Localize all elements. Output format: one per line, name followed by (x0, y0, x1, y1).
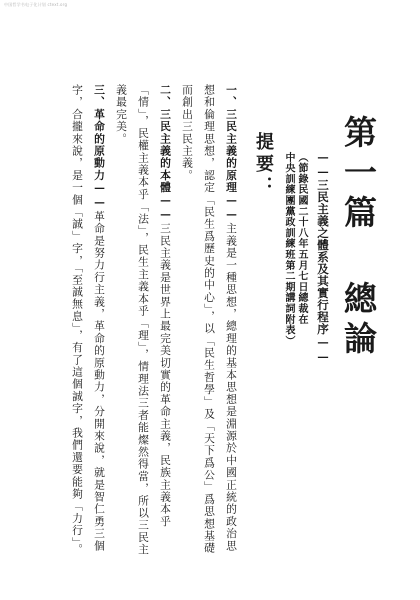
section-paragraph-1 (176, 84, 242, 564)
watermark: 中国哲学书电子化计划 ctext.org (4, 2, 68, 7)
subtitle: ——三民主義之體系及其實行程序—— (316, 150, 330, 364)
section-label-3: 三、革命的原動力—— (93, 84, 106, 211)
section-text-2: 三民主義是世界上最完美切實的革命主義，民族主義本乎「情」，民權主義本乎「法」，民生主義本乎「理」，情理法三者能燦然得當，所以三民主義最完美。 (115, 84, 172, 556)
section-label-2: 二、三民主義的本體—— (159, 84, 172, 223)
source-note (282, 152, 308, 346)
section-paragraph-2 (110, 84, 176, 564)
section-label-1: 一、三民主義的原理—— (225, 84, 238, 223)
body-text (66, 84, 242, 564)
section-text-1: 主義是一種思想，總理的基本思想是淵源於中國正統的政治思想和倫理思想，認定「民生爲歷史的中心」，以「民生哲學」及「天下爲公」爲思想基礎而創出三民主義。 (181, 84, 238, 555)
chapter-title: 第一篇 總論 (339, 115, 378, 361)
section-paragraph-3 (66, 84, 110, 564)
section-heading: 提要： (253, 132, 274, 198)
source-note-line-1: （節錄民國二十八年五月七日總裁在 (296, 152, 307, 325)
source-note-line-2: 中央訓練團黨政訓練班第二期講詞附表） (283, 152, 294, 347)
section-text-3: 革命是努力行主義，革命的原動力，分開來說，就是智仁勇三個字，合攏來說，是一個「誠」字，「至誠無息」，有了這個誠字，我們還要能夠「力行」。 (71, 84, 106, 556)
